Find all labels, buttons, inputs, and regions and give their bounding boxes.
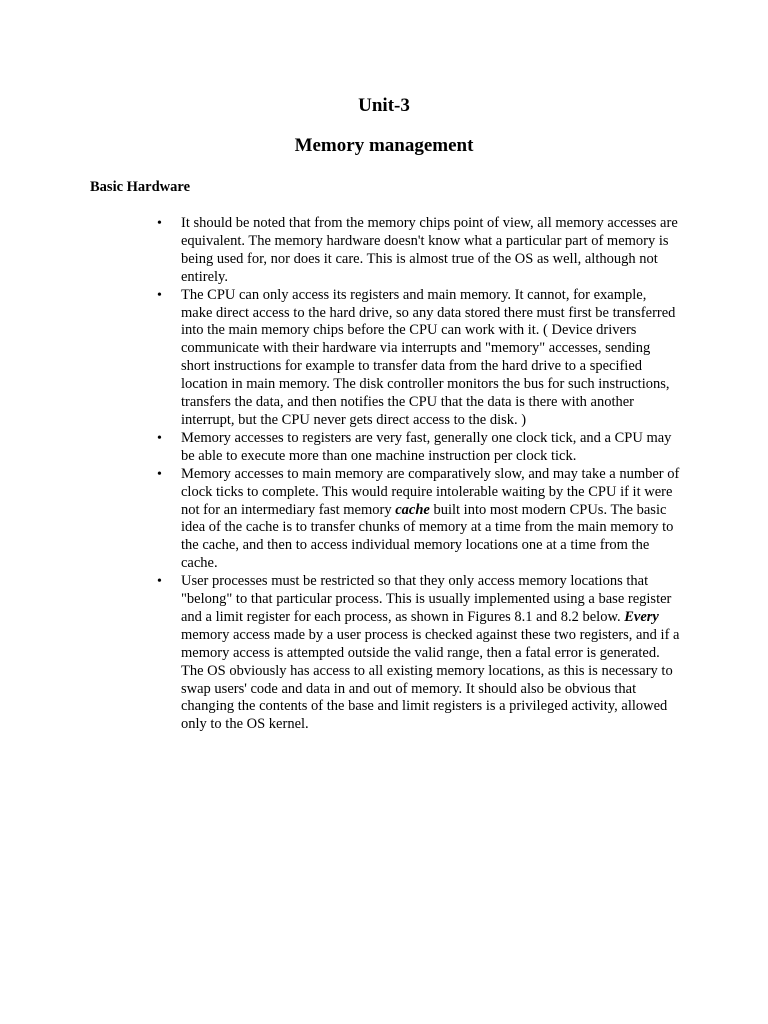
bullet-icon: •: [157, 574, 162, 590]
bullet-text-after: memory access made by a user process is checked against these two registers, and if a memory access is attempted outside the valid range, then a fatal error is generated. The OS obviously has access to all existing memory locations, as this is necessary to swap users' code and data in and out of memory. It should also be obvious that changing the contents of the base and limit registers is a privileged activity, allowed only to the OS kernel.: [181, 626, 680, 733]
list-item: [157, 465, 681, 573]
list-item: [157, 573, 681, 734]
bullet-icon: •: [157, 216, 162, 231]
topic-title: Memory management: [294, 135, 474, 156]
bullet-text: Memory accesses to registers are very fast, generally one clock tick, and a CPU may be able to execute more than one machine instruction per clock tick.: [181, 429, 672, 464]
bullet-icon: •: [157, 430, 162, 446]
bullet-list: [157, 215, 681, 734]
emphasis-term: Every: [624, 608, 659, 625]
list-item: [157, 215, 681, 287]
bullet-icon: •: [157, 287, 162, 303]
unit-title: Unit-3: [358, 95, 410, 116]
emphasis-term: cache: [395, 501, 430, 518]
bullet-text-after: built into most modern CPUs. The basic idea of the cache is to transfer chunks of memory at a time from the main memory to the cache, and then to access individual memory locations one at a time from the cache.: [181, 501, 674, 572]
list-item: [157, 286, 681, 430]
bullet-text-before: User processes must be restricted so that they only access memory locations that "belong" to that particular process. This is usually implemented using a base register and a limit register for each process, as shown in Figures 8.1 and 8.2 below.: [181, 573, 672, 625]
bullet-icon: •: [157, 466, 162, 482]
section-heading: Basic Hardware: [90, 179, 191, 195]
bullet-text-before: Memory accesses to main memory are comparatively slow, and may take a number of clock ticks to complete. This would require intolerable waiting by the CPU if it were not for an intermediary fast memory: [181, 465, 680, 518]
bullet-text: The CPU can only access its registers and main memory. It cannot, for example, make direct access to the hard drive, so any data stored there must first be transferred into the main memory chips before the CPU can work with it. ( Device drivers communicate with their hardware via interrupts and "memory" accesses, sending short instructions for example to transfer data from the hard drive to a specified location in main memory. The disk controller monitors the bus for such instructions, transfers the data, and then notifies the CPU that the data is there with another interrupt, but the CPU never gets direct access to the disk. ): [181, 286, 676, 428]
list-item: [157, 429, 681, 466]
bullet-text: It should be noted that from the memory chips point of view, all memory accesses are equivalent. The memory hardware doesn't know what a particular part of memory is being used for, nor does it care. This is almost true of the OS as well, although not entirely.: [181, 215, 678, 285]
